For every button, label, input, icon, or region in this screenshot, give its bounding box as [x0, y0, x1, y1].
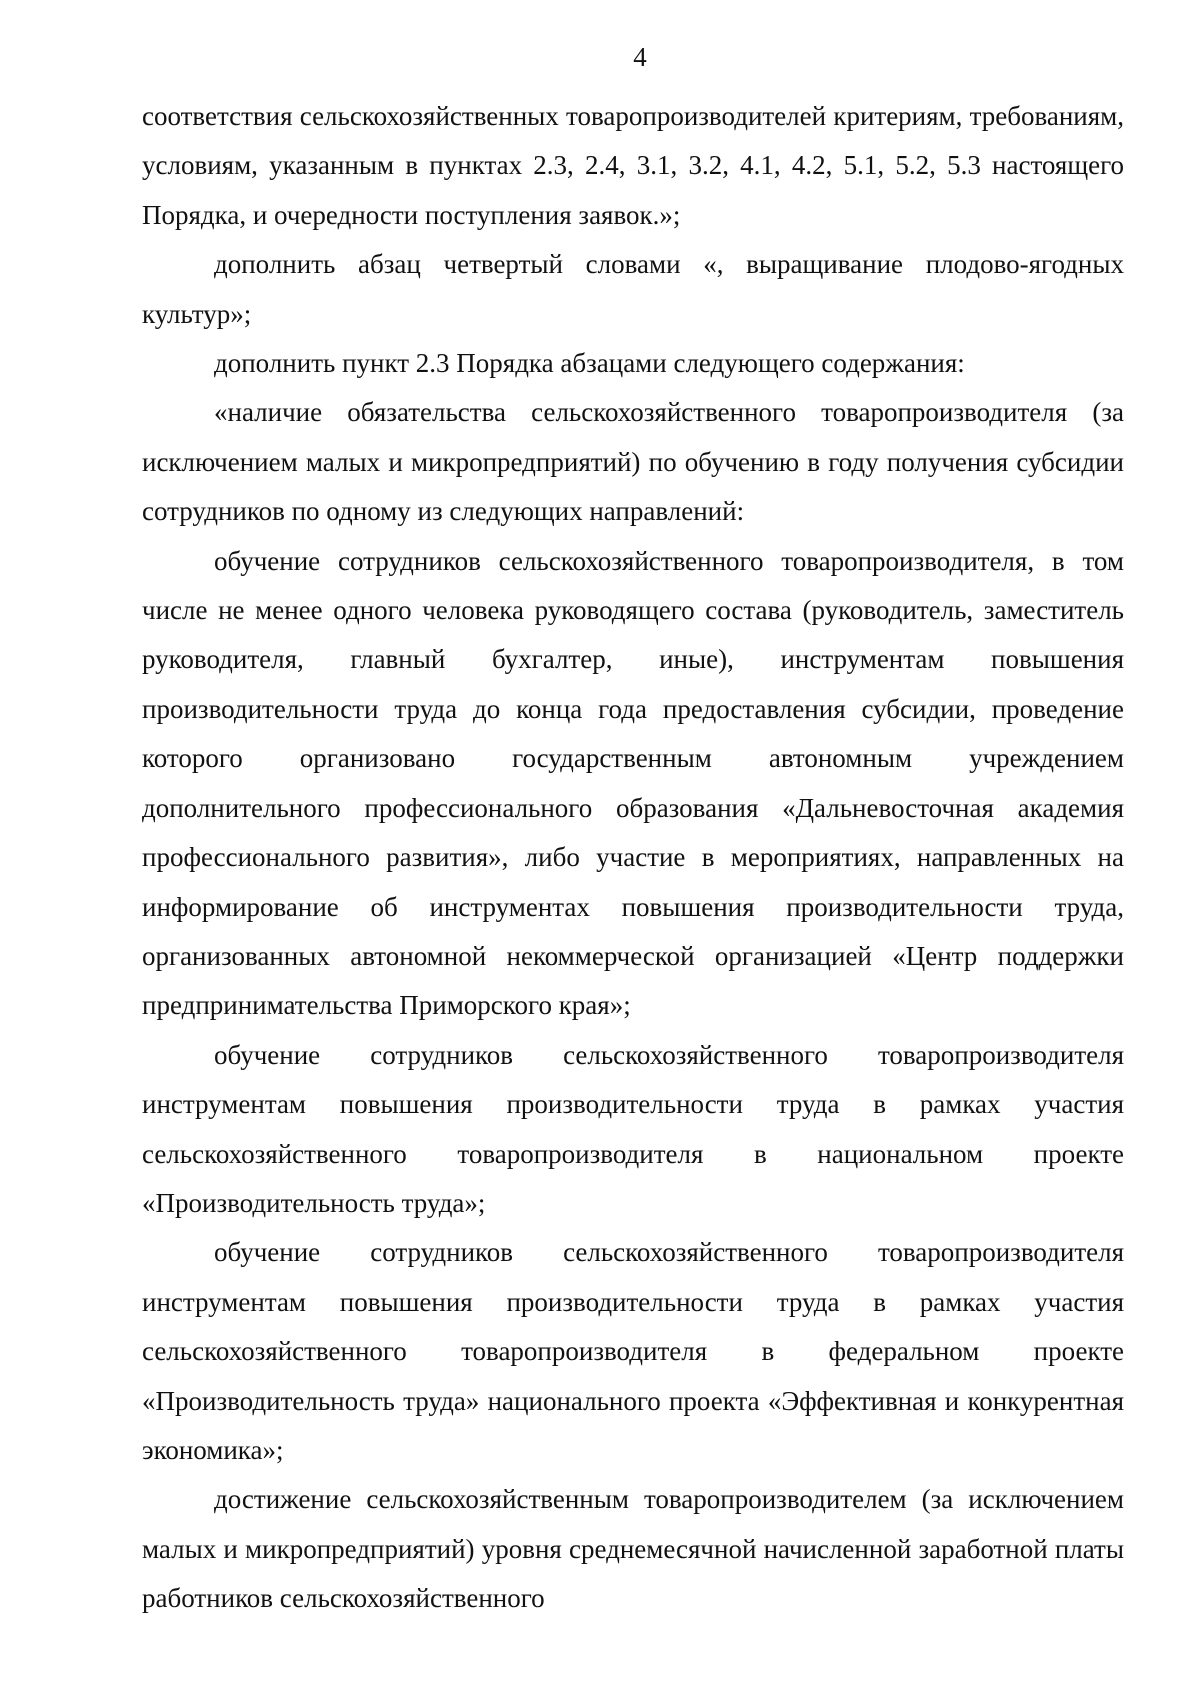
- paragraph-training-option-federal-project: обучение сотрудников сельскохозяйственного товаропроизводителя инструментам повышения производительности труда в рамках участия сельскохозяйственного товаропроизводителя в федеральном проекте «Производительность труда» национального проекта «Эффективная и конкурентная экономика»;: [142, 1237, 1124, 1465]
- paragraph-training-option-national-project: обучение сотрудников сельскохозяйственного товаропроизводителя инструментам повышения производительности труда в рамках участия сельскохозяйственного товаропроизводителя в национальном проекте «Производительность труда»;: [142, 1039, 1124, 1218]
- paragraph-training-obligation: «наличие обязательства сельскохозяйственного товаропроизводителя (за исключением малых и микропредприятий) по обучению в году получения субсидии сотрудников по одному из следующих направлений:: [142, 397, 1124, 527]
- page-number: 4: [633, 42, 647, 72]
- paragraph-continuation: соответствия сельскохозяйственных товаропроизводителей критериям, требованиям, условиям, указанным в пунктах 2.3, 2.4, 3.1, 3.2, 4.1, 4.2, 5.1, 5.2, 5.3 настоящего Порядка, и очередности поступления заявок.»;: [142, 101, 1124, 230]
- paragraph-salary-level: достижение сельскохозяйственным товаропроизводителем (за исключением малых и микропредприятий) уровня среднемесячной начисленной заработной платы работников сельскохозяйственного: [142, 1484, 1124, 1614]
- paragraph-amendment-punkt-2-3: дополнить пункт 2.3 Порядка абзацами следующего содержания:: [214, 348, 965, 379]
- document-body: [142, 92, 1124, 1624]
- paragraph-amendment-abzac-4: дополнить абзац четвертый словами «, выращивание плодово-ягодных культур»;: [142, 249, 1124, 329]
- paragraph-training-option-academy: обучение сотрудников сельскохозяйственного товаропроизводителя, в том числе не менее одного человека руководящего состава (руководитель, заместитель руководителя, главный бухгалтер, иные), инструментам повышения производительности труда до конца года предоставления субсидии, проведение которого организовано государственным автономным учреждением дополнительного профессионального образования «Дальневосточная академия профессионального развития», либо участие в мероприятиях, направленных на информирование об инструментах повышения производительности труда, организованных автономной некоммерческой организацией «Центр поддержки предпринимательства Приморского края»;: [142, 545, 1124, 1021]
